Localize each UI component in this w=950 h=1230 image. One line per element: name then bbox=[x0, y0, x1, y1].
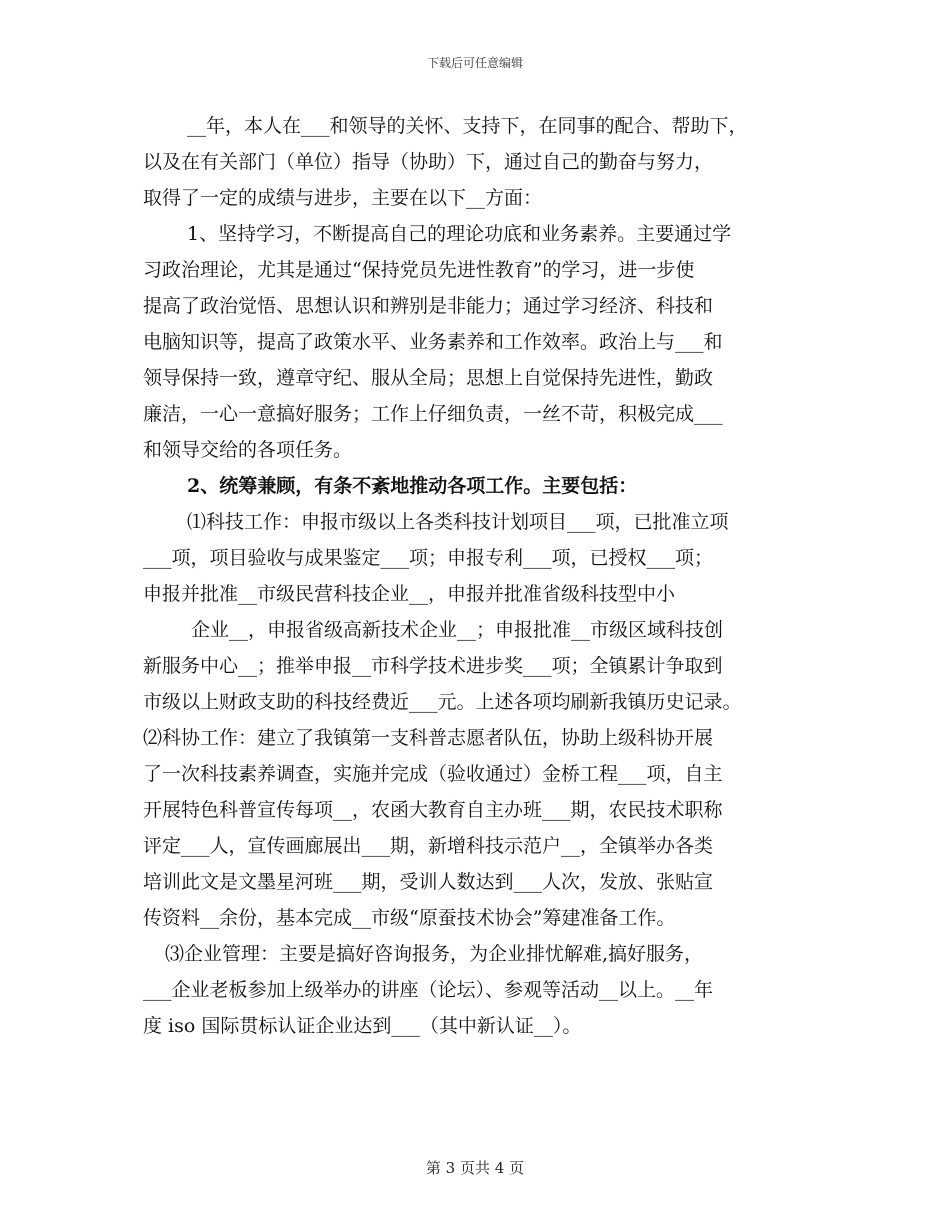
text-line: 开展特色科普宣传每项__，农函大教育自主办班___期，农民技术职称 bbox=[143, 799, 723, 821]
text-line: 培训此文是文墨星河班___期，受训人数达到___人次，发放、张贴宣 bbox=[143, 871, 714, 893]
text-line: ⑴科技工作：申报市级以上各类科技计划项目___项，已批准立项 bbox=[187, 511, 729, 533]
text-line: 申报并批准__市级民营科技企业__，申报并批准省级科技型中小 bbox=[143, 583, 676, 605]
text-line: 以及在有关部门（单位）指导（协助）下，通过自己的勤奋与努力， bbox=[143, 151, 714, 173]
text-line: __年，本人在___和领导的关怀、支持下，在同事的配合、帮助下， bbox=[187, 115, 748, 137]
text-line: ___项，项目验收与成果鉴定___项；申报专利___项，已授权___项； bbox=[143, 547, 714, 569]
text-line: 传资料__余份，基本完成__市级“原蚕技术协会”筹建准备工作。 bbox=[143, 907, 676, 929]
text-line: ⑶企业管理：主要是搞好咨询报务，为企业排忧解难,搞好服务， bbox=[165, 943, 704, 965]
text-line: 电脑知识等，提高了政策水平、业务素养和工作效率。政治上与___和 bbox=[143, 331, 723, 353]
document-body bbox=[143, 108, 823, 1044]
text-line: 和领导交给的各项任务。 bbox=[143, 439, 353, 461]
text-line: 提高了政治觉悟、思想认识和辨别是非能力；通过学习经济、科技和 bbox=[143, 295, 714, 317]
text-line: ___企业老板参加上级举办的讲座（论坛）、参观等活动__以上。__年 bbox=[143, 979, 714, 1001]
text-line: 了一次科技素养调查，实施并完成（验收通过）金桥工程___项，自主 bbox=[143, 763, 723, 785]
text-line: 取得了一定的成绩与进步，主要在以下__方面： bbox=[143, 187, 543, 209]
page-header: 下载后可任意编辑 bbox=[426, 56, 523, 70]
text-line: 廉洁，一心一意搞好服务；工作上仔细负责，一丝不苛，积极完成___ bbox=[143, 403, 723, 425]
text-line: 市级以上财政支助的科技经费近___元。上述各项均刷新我镇历史记录。 bbox=[143, 691, 742, 713]
text-line: 评定___人，宣传画廊展出___期，新增科技示范户__，全镇举办各类 bbox=[143, 835, 714, 857]
text-line: ⑵科协工作：建立了我镇第一支科普志愿者队伍，协助上级科协开展 bbox=[143, 727, 714, 749]
text-line: 习政治理论，尤其是通过“保持党员先进性教育”的学习，进一步使 bbox=[143, 259, 695, 281]
text-line: 领导保持一致，遵章守纪、服从全局；思想上自觉保持先进性，勤政 bbox=[143, 367, 714, 389]
section-heading: 2、统筹兼顾，有条不紊地推动各项工作。主要包括： bbox=[187, 475, 638, 497]
page-footer: 第 3 页共 4 页 bbox=[425, 1159, 525, 1177]
text-line: 1、坚持学习，不断提高自己的理论功底和业务素养。主要通过学 bbox=[187, 223, 732, 245]
text-line: 新服务中心__；推举申报__市科学技术进步奖___项；全镇累计争取到 bbox=[143, 655, 723, 677]
text-line: 企业__，申报省级高新技术企业__；申报批准__市级区域科技创 bbox=[191, 619, 724, 641]
text-line: 度 iso 国际贯标认证企业达到___（其中新认证__）。 bbox=[143, 1015, 582, 1037]
